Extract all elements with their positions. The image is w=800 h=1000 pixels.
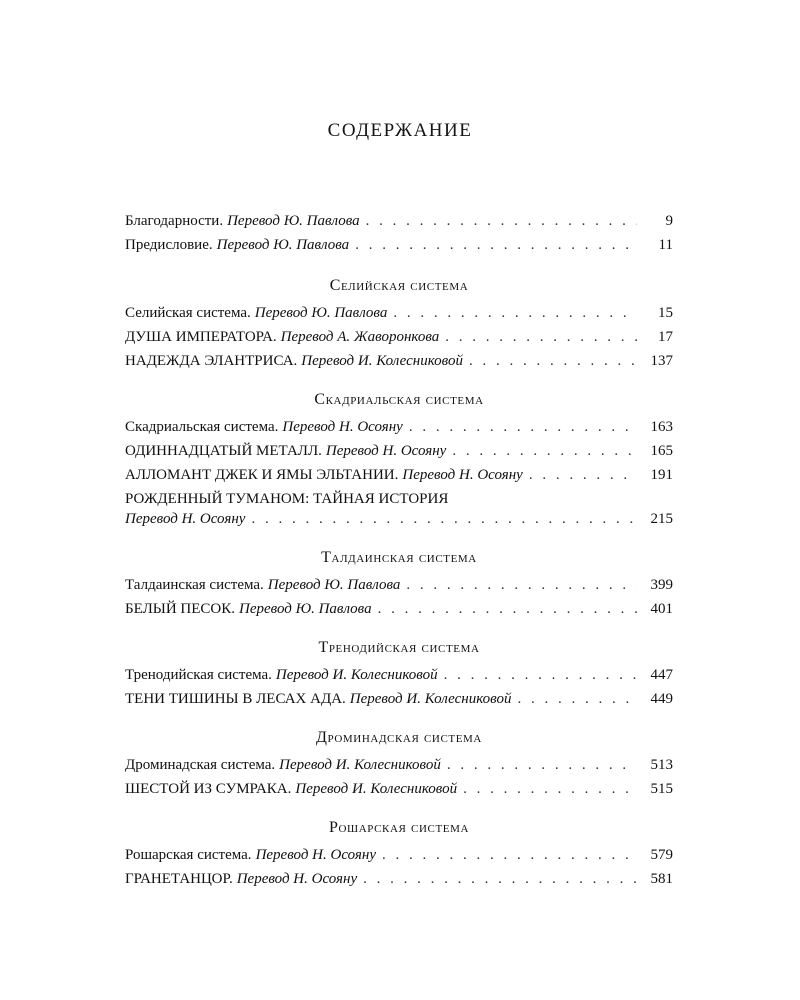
entry-page: 11: [658, 237, 673, 253]
dot-leader: [463, 780, 637, 798]
dot-leader: [444, 666, 637, 684]
entry-page: 9: [665, 213, 673, 229]
dot-leader: [393, 304, 637, 322]
toc-entry: [125, 236, 673, 260]
entry-page: 579: [650, 847, 673, 863]
page-title: содержание: [327, 112, 473, 142]
entry-page: 17: [658, 329, 673, 345]
entry-translator: Перевод Н. Осояну: [402, 467, 523, 483]
entry-title: АЛЛОМАНТ ДЖЕК И ЯМЫ ЭЛЬТАНИИ.: [125, 467, 399, 483]
entry-title: Рошарская система.: [125, 847, 252, 863]
toc-entry: [125, 846, 673, 870]
entry-title: Селийская система.: [125, 305, 251, 321]
entry-title: Благодарности.: [125, 213, 224, 229]
dot-leader: [251, 510, 637, 528]
entry-translator: Перевод Н. Осояну: [255, 847, 376, 863]
dot-leader: [529, 466, 637, 484]
entry-translator: Перевод И. Колесниковой: [295, 781, 458, 797]
entry-title: ГРАНЕТАНЦОР.: [125, 871, 233, 887]
entry-translator: Перевод Н. Осояну: [236, 871, 358, 887]
entry-page: 581: [650, 871, 673, 887]
entry-translator: Перевод Ю. Павлова: [254, 305, 388, 321]
entry-translator: Перевод И. Колесниковой: [349, 691, 512, 707]
entry-translator: Перевод И. Колесниковой: [275, 667, 438, 683]
dot-leader: [355, 236, 637, 254]
entry-translator: Перевод И. Колесниковой: [301, 353, 463, 369]
entry-title: Скадриальская система.: [125, 419, 279, 435]
entry-page: 515: [650, 781, 673, 797]
entry-page: 513: [650, 757, 673, 773]
entry-title: ШЕСТОЙ ИЗ СУМРАКА.: [125, 781, 292, 797]
dot-leader: [447, 756, 637, 774]
entry-title: БЕЛЫЙ ПЕСОК.: [125, 601, 236, 617]
entry-title: РОЖДЕННЫЙ ТУМАНОМ: ТАЙНАЯ ИСТОРИЯ: [125, 491, 449, 507]
entry-page: 401: [650, 601, 673, 617]
dot-leader: [378, 600, 637, 618]
toc-entry: [125, 870, 673, 894]
entry-title: Дроминадская система.: [125, 757, 276, 773]
toc-entry: [125, 466, 673, 490]
toc-entry: [125, 490, 673, 534]
toc-entry: [125, 780, 673, 804]
entry-translator: Перевод Н. Осояну: [325, 443, 447, 459]
toc-entry: [125, 600, 673, 624]
toc-entry: [125, 304, 673, 328]
entry-title: ТЕНИ ТИШИНЫ В ЛЕСАХ АДА.: [125, 691, 346, 707]
section-heading: Скадриальская система: [314, 391, 484, 408]
entry-translator: Перевод Н. Осояну: [125, 511, 246, 527]
entry-title: ОДИННАДЦАТЫЙ МЕТАЛЛ.: [125, 443, 322, 459]
entry-translator: Перевод Н. Осояну: [282, 419, 403, 435]
entry-translator: Перевод И. Колесниковой: [279, 757, 441, 773]
entry-title: Предисловие.: [125, 237, 213, 253]
entry-title: Талдаинская система.: [125, 577, 264, 593]
dot-leader: [469, 352, 637, 370]
toc-entry: [125, 442, 673, 466]
entry-page: 215: [650, 511, 673, 527]
entry-title: Тренодийская система.: [125, 667, 272, 683]
entry-page: 399: [650, 577, 673, 593]
toc-entry: [125, 328, 673, 352]
entry-title: ДУША ИМПЕРАТОРА.: [125, 329, 277, 345]
toc-entry: [125, 418, 673, 442]
entry-translator: Перевод Ю. Павлова: [239, 601, 372, 617]
section-heading: Талдаинская система: [321, 549, 477, 566]
entry-page: 137: [650, 353, 673, 369]
dot-leader: [382, 846, 637, 864]
toc-entry: [125, 576, 673, 600]
dot-leader: [517, 690, 637, 708]
entry-page: 163: [650, 419, 673, 435]
dot-leader: [366, 212, 637, 230]
entry-page: 449: [650, 691, 673, 707]
table-of-contents: [125, 212, 673, 894]
dot-leader: [363, 870, 637, 888]
dot-leader: [409, 418, 637, 436]
entry-page: 15: [658, 305, 673, 321]
section-heading: Рошарская система: [328, 819, 470, 836]
toc-entry: [125, 352, 673, 376]
entry-translator: Перевод Ю. Павлова: [227, 213, 360, 229]
dot-leader: [452, 442, 637, 460]
dot-leader: [406, 576, 637, 594]
toc-entry: [125, 690, 673, 714]
section-heading: Дроминадская система: [316, 729, 482, 746]
entry-title: НАДЕЖДА ЭЛАНТРИСА.: [125, 353, 298, 369]
dot-leader: [445, 328, 637, 346]
toc-entry: [125, 666, 673, 690]
entry-translator: Перевод А. Жаворонкова: [280, 329, 440, 345]
section-heading: Селийская система: [329, 277, 469, 294]
entry-translator: Перевод Ю. Павлова: [216, 237, 350, 253]
toc-entry: [125, 212, 673, 236]
toc-entry: [125, 756, 673, 780]
entry-translator: Перевод Ю. Павлова: [267, 577, 401, 593]
entry-page: 165: [650, 443, 673, 459]
section-heading: Тренодийская система: [318, 639, 480, 656]
entry-page: 191: [650, 467, 673, 483]
entry-page: 447: [650, 667, 673, 683]
